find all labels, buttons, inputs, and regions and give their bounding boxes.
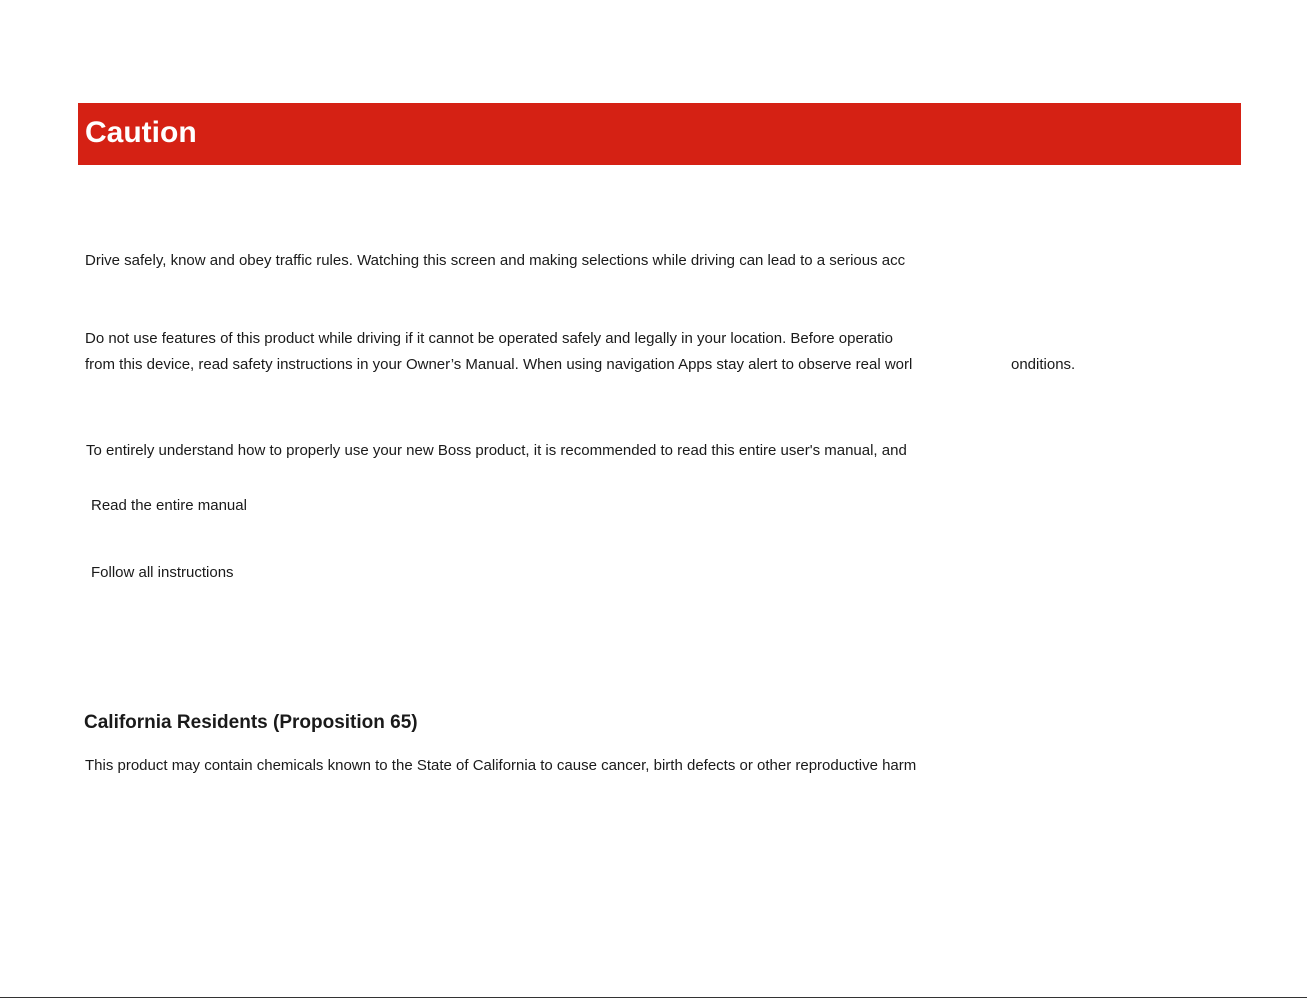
california-heading: California Residents (Proposition 65) (84, 712, 418, 733)
caution-header-bar (78, 103, 1241, 165)
caution-paragraph-1: Drive safely, know and obey traffic rules. Watching this screen and making selections while driving can lead to a serious acc (85, 252, 906, 269)
page-bottom-divider (0, 997, 1307, 998)
caution-title: Caution (85, 116, 197, 149)
caution-paragraph-2-fragment: onditions. (1011, 356, 1076, 373)
list-item: Follow all instructions (91, 564, 234, 581)
list-item: Read the entire manual (91, 497, 247, 514)
california-body: This product may contain chemicals known to the State of California to cause cancer, birth defects or other reproductive harm (85, 757, 917, 774)
caution-paragraph-2-line-2: from this device, read safety instructions in your Owner’s Manual. When using navigation Apps stay alert to observe real worl (85, 356, 913, 373)
caution-paragraph-3: To entirely understand how to properly use your new Boss product, it is recommended to read this entire user's manual, and (86, 442, 907, 459)
caution-paragraph-2-line-1: Do not use features of this product while driving if it cannot be operated safely and legally in your location. Before operatio (85, 330, 893, 347)
